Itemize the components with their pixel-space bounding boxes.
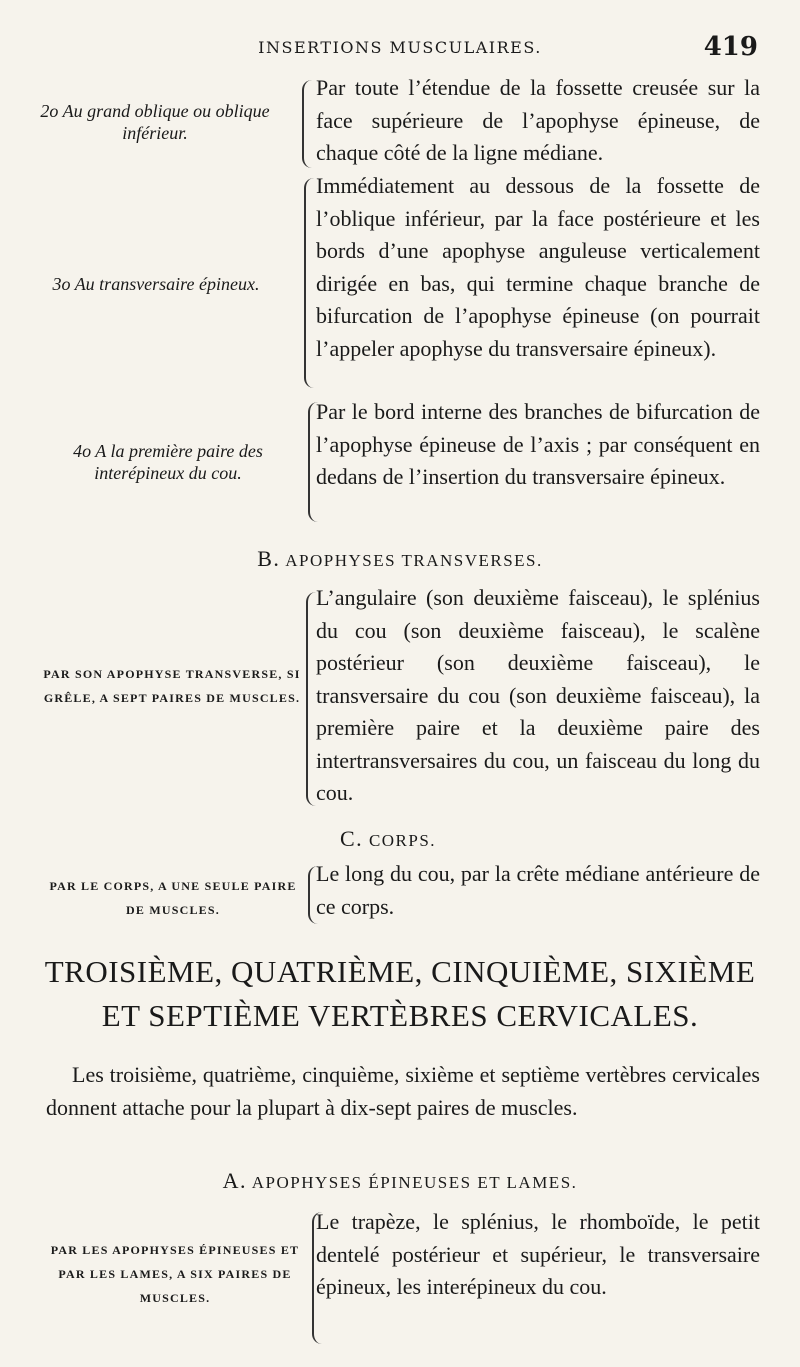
subheading-b xyxy=(0,546,800,572)
section-heading xyxy=(30,950,770,1038)
entry-text: Immédiatement au dessous de la fossette de l’oblique inférieur, par la face postérieure et les bords d’une apophyse anguleuse verticalement dirigée en bas, qui termine chaque branche de bifurcation de l’apophyse épineuse (on pourrait l’appeler apophyse du transversaire épineux). xyxy=(316,173,760,361)
subheading-a xyxy=(0,1168,800,1194)
section-heading-line-1: TROISIÈME, QUATRIÈME, CINQUIÈME, SIXIÈME xyxy=(44,954,756,989)
entry-text: Le trapèze, le splénius, le rhomboïde, le petit dentelé postérieur et supérieur, le transversaire épineux, les interépineux du cou. xyxy=(316,1209,760,1299)
subheading-title: APOPHYSES ÉPINEUSES ET LAMES. xyxy=(251,1173,578,1192)
entry-label: 3o Au transversaire épineux. xyxy=(52,274,260,294)
subheading-letter: C. xyxy=(340,826,364,851)
entry-text: L’angulaire (son deuxième faisceau), le splénius du cou (son deuxième faisceau), le scalène postérieur (son deuxième faisceau), le transversaire du cou (son deuxième faisceau), la première paire et la deuxième paire des intertransversaires du cou, un faisceau du long du cou. xyxy=(316,585,760,805)
entry-text: Par toute l’étendue de la fossette creusée sur la face supérieure de l’apophyse épineuse, de chaque côté de la ligne médiane. xyxy=(316,75,760,165)
running-title: INSERTIONS MUSCULAIRES. xyxy=(258,38,542,57)
subheading-letter: B. xyxy=(257,546,281,571)
subheading-c xyxy=(340,826,436,852)
subheading-title: APOPHYSES TRANSVERSES. xyxy=(285,551,543,570)
entry-label: 4o A la première paire des interépineux du cou. xyxy=(73,441,263,483)
entry-text: Le long du cou, par la crête médiane antérieure de ce corps. xyxy=(316,861,760,919)
subheading-letter: A. xyxy=(222,1168,247,1193)
page-number: 419 xyxy=(703,32,758,62)
intro-paragraph: Les troisième, quatrième, cinquième, sixième et septième vertèbres cervicales donnent attache pour la plupart à dix-sept paires de muscles. xyxy=(46,1062,760,1120)
subheading-title: CORPS. xyxy=(368,831,437,850)
entry-label: PAR SON APOPHYSE TRANSVERSE, SI GRÊLE, A SEPT PAIRES DE MUSCLES. xyxy=(43,667,301,705)
entry-label: PAR LE CORPS, A UNE SEULE PAIRE DE MUSCLES. xyxy=(49,879,297,917)
entry-text: Par le bord interne des branches de bifurcation de l’apophyse épineuse de l’axis ; par conséquent en dedans de l’insertion du transversaire épineux. xyxy=(316,399,760,489)
section-heading-line-2: ET SEPTIÈME VERTÈBRES CERVICALES. xyxy=(101,998,699,1033)
running-header xyxy=(40,34,760,64)
entry-label: 2o Au grand oblique ou oblique inférieur. xyxy=(40,101,270,143)
entry-label: PAR LES APOPHYSES ÉPINEUSES ET PAR LES LAMES, A SIX PAIRES DE MUSCLES. xyxy=(50,1243,300,1305)
